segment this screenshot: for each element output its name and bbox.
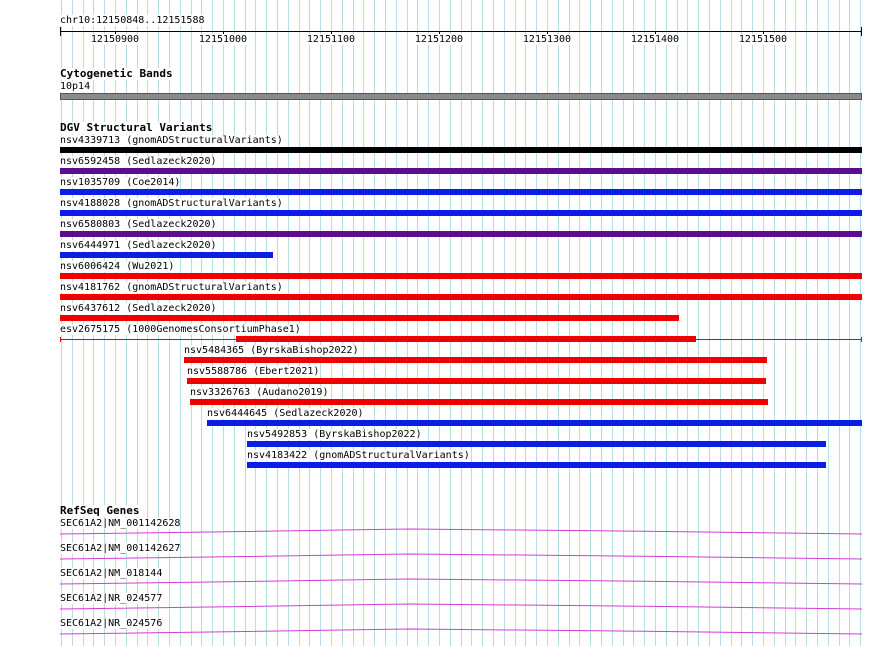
ruler-tick-label: 12151300 bbox=[522, 34, 572, 45]
gene-label: SEC61A2|NM_001142627 bbox=[60, 543, 181, 554]
ruler-tick-label: 12150900 bbox=[90, 34, 140, 45]
variant-bar[interactable] bbox=[187, 378, 766, 384]
gene-label: SEC61A2|NR_024576 bbox=[60, 618, 163, 629]
variant-label: nsv4183422 (gnomADStructuralVariants) bbox=[247, 450, 470, 461]
variant-label: nsv5492853 (ByrskaBishop2022) bbox=[247, 429, 422, 440]
ruler-axis bbox=[60, 31, 862, 32]
ruler-tick-label: 12151200 bbox=[414, 34, 464, 45]
variant-label: nsv5484365 (ByrskaBishop2022) bbox=[184, 345, 359, 356]
variant-bar[interactable] bbox=[190, 399, 768, 405]
variant-label: nsv5588786 (Ebert2021) bbox=[187, 366, 320, 377]
variant-label: nsv6444645 (Sedlazeck2020) bbox=[207, 408, 364, 419]
variant-bar[interactable] bbox=[60, 189, 862, 195]
variant-extent-cap bbox=[60, 337, 61, 342]
variant-bar[interactable] bbox=[184, 357, 767, 363]
gene-model[interactable] bbox=[60, 628, 862, 638]
gene-label: SEC61A2|NM_001142628 bbox=[60, 518, 181, 529]
variant-bar[interactable] bbox=[247, 462, 826, 468]
variant-label: nsv6006424 (Wu2021) bbox=[60, 261, 175, 272]
variant-bar[interactable] bbox=[247, 441, 826, 447]
track-title: RefSeq Genes bbox=[60, 504, 140, 517]
gene-model[interactable] bbox=[60, 578, 862, 588]
variant-label: nsv6580803 (Sedlazeck2020) bbox=[60, 219, 217, 230]
band-label: 10p14 bbox=[60, 81, 91, 92]
gene-model[interactable] bbox=[60, 603, 862, 613]
variant-bar[interactable] bbox=[60, 273, 862, 279]
variant-bar[interactable] bbox=[60, 147, 862, 153]
variant-bar[interactable] bbox=[60, 315, 679, 321]
track-title: Cytogenetic Bands bbox=[60, 67, 173, 80]
ruler-tick-label: 12151500 bbox=[738, 34, 788, 45]
track-title: DGV Structural Variants bbox=[60, 121, 213, 134]
ruler-tick-label: 12151100 bbox=[306, 34, 356, 45]
variant-label: nsv3326763 (Audano2019) bbox=[190, 387, 329, 398]
variant-label: nsv4188028 (gnomADStructuralVariants) bbox=[60, 198, 283, 209]
ruler-tick-label: 12151400 bbox=[630, 34, 680, 45]
variant-label: esv2675175 (1000GenomesConsortiumPhase1) bbox=[60, 324, 301, 335]
variant-label: nsv6592458 (Sedlazeck2020) bbox=[60, 156, 217, 167]
cytoband-bar[interactable] bbox=[60, 93, 862, 100]
variant-extent-cap bbox=[861, 337, 862, 342]
gene-model[interactable] bbox=[60, 528, 862, 538]
variant-bar[interactable] bbox=[60, 294, 862, 300]
gene-label: SEC61A2|NR_024577 bbox=[60, 593, 163, 604]
locus-label: chr10:12150848..12151588 bbox=[60, 15, 205, 26]
gene-label: SEC61A2|NM_018144 bbox=[60, 568, 163, 579]
variant-label: nsv6437612 (Sedlazeck2020) bbox=[60, 303, 217, 314]
variant-label: nsv1035709 (Coe2014) bbox=[60, 177, 181, 188]
variant-bar[interactable] bbox=[60, 231, 862, 237]
ruler-left-cap bbox=[60, 27, 61, 36]
ruler-right-cap bbox=[861, 27, 862, 36]
variant-bar[interactable] bbox=[236, 336, 696, 342]
variant-label: nsv4339713 (gnomADStructuralVariants) bbox=[60, 135, 283, 146]
variant-label: nsv4181762 (gnomADStructuralVariants) bbox=[60, 282, 283, 293]
gene-model[interactable] bbox=[60, 553, 862, 563]
variant-bar[interactable] bbox=[207, 420, 862, 426]
variant-bar[interactable] bbox=[60, 168, 862, 174]
variant-label: nsv6444971 (Sedlazeck2020) bbox=[60, 240, 217, 251]
variant-bar[interactable] bbox=[60, 210, 862, 216]
ruler-tick-label: 12151000 bbox=[198, 34, 248, 45]
variant-bar[interactable] bbox=[60, 252, 273, 258]
